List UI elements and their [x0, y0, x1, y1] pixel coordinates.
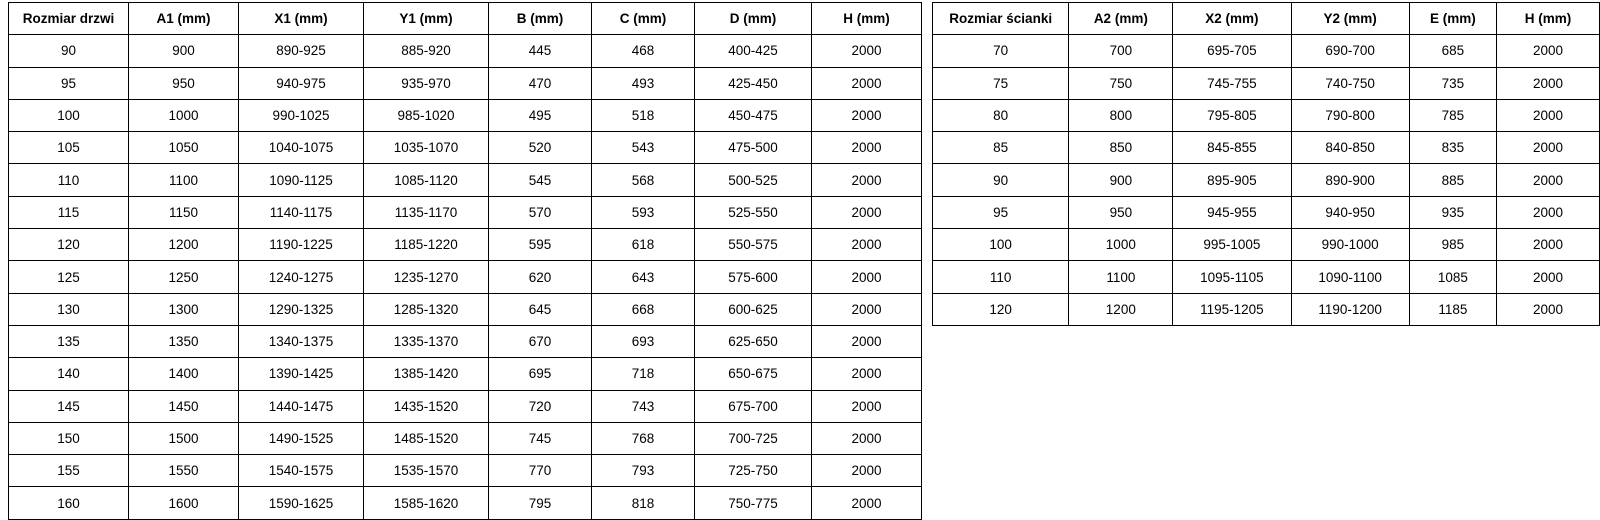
table-cell: 2000: [812, 132, 922, 164]
table-cell: 650-675: [695, 358, 812, 390]
table-row: [933, 164, 1600, 196]
table-cell: 1185: [1409, 293, 1496, 325]
doors-column-header: A1 (mm): [129, 3, 239, 35]
table-row: [9, 358, 922, 390]
table-cell: 2000: [812, 455, 922, 487]
doors-dimensions-table-container: [8, 2, 922, 520]
table-cell: 2000: [1496, 132, 1599, 164]
table-cell: 90: [9, 35, 129, 67]
table-cell: 1400: [129, 358, 239, 390]
table-cell: 95: [9, 67, 129, 99]
table-row: [933, 196, 1600, 228]
doors-column-header: X1 (mm): [239, 3, 364, 35]
table-cell: 945-955: [1173, 196, 1291, 228]
table-cell: 1490-1525: [239, 422, 364, 454]
table-cell: 450-475: [695, 99, 812, 131]
table-cell: 935-970: [364, 67, 489, 99]
table-cell: 525-550: [695, 196, 812, 228]
table-cell: 685: [1409, 35, 1496, 67]
table-cell: 790-800: [1291, 99, 1409, 131]
table-cell: 1290-1325: [239, 293, 364, 325]
table-cell: 475-500: [695, 132, 812, 164]
doors-column-header: D (mm): [695, 3, 812, 35]
table-cell: 900: [129, 35, 239, 67]
table-cell: 695-705: [1173, 35, 1291, 67]
table-cell: 1285-1320: [364, 293, 489, 325]
table-cell: 1590-1625: [239, 487, 364, 519]
table-cell: 2000: [812, 487, 922, 519]
table-cell: 570: [489, 196, 592, 228]
table-cell: 2000: [812, 293, 922, 325]
table-cell: 890-900: [1291, 164, 1409, 196]
table-cell: 750: [1069, 67, 1173, 99]
table-row: [933, 35, 1600, 67]
table-cell: 1300: [129, 293, 239, 325]
table-cell: 985-1020: [364, 99, 489, 131]
table-cell: 618: [592, 229, 695, 261]
table-cell: 2000: [812, 422, 922, 454]
table-cell: 940-950: [1291, 196, 1409, 228]
table-cell: 2000: [812, 164, 922, 196]
table-cell: 150: [9, 422, 129, 454]
doors-column-header: Rozmiar drzwi: [9, 3, 129, 35]
table-cell: 495: [489, 99, 592, 131]
table-row: [9, 325, 922, 357]
table-cell: 1435-1520: [364, 390, 489, 422]
table-cell: 1000: [1069, 229, 1173, 261]
table-cell: 700-725: [695, 422, 812, 454]
table-cell: 700: [1069, 35, 1173, 67]
table-cell: 543: [592, 132, 695, 164]
walls-column-header: X2 (mm): [1173, 3, 1291, 35]
table-cell: 1390-1425: [239, 358, 364, 390]
table-row: [9, 99, 922, 131]
table-cell: 1385-1420: [364, 358, 489, 390]
table-cell: 2000: [1496, 196, 1599, 228]
table-row: [9, 196, 922, 228]
table-cell: 725-750: [695, 455, 812, 487]
table-cell: 2000: [812, 229, 922, 261]
table-cell: 900: [1069, 164, 1173, 196]
table-cell: 493: [592, 67, 695, 99]
table-cell: 1090-1125: [239, 164, 364, 196]
table-cell: 1485-1520: [364, 422, 489, 454]
table-cell: 100: [9, 99, 129, 131]
table-cell: 1140-1175: [239, 196, 364, 228]
table-cell: 1600: [129, 487, 239, 519]
table-cell: 850: [1069, 132, 1173, 164]
table-cell: 668: [592, 293, 695, 325]
table-row: [933, 132, 1600, 164]
table-cell: 468: [592, 35, 695, 67]
walls-column-header: H (mm): [1496, 3, 1599, 35]
table-cell: 470: [489, 67, 592, 99]
table-cell: 770: [489, 455, 592, 487]
table-row: [9, 67, 922, 99]
walls-table-header: [933, 3, 1600, 35]
table-cell: 2000: [812, 358, 922, 390]
table-cell: 125: [9, 261, 129, 293]
table-cell: 2000: [812, 99, 922, 131]
table-row: [933, 67, 1600, 99]
table-cell: 575-600: [695, 261, 812, 293]
table-cell: 695: [489, 358, 592, 390]
table-cell: 1085: [1409, 261, 1496, 293]
table-cell: 1535-1570: [364, 455, 489, 487]
table-cell: 1335-1370: [364, 325, 489, 357]
table-cell: 2000: [1496, 164, 1599, 196]
table-cell: 160: [9, 487, 129, 519]
table-cell: 500-525: [695, 164, 812, 196]
table-cell: 2000: [1496, 229, 1599, 261]
table-cell: 520: [489, 132, 592, 164]
table-cell: 135: [9, 325, 129, 357]
table-cell: 600-625: [695, 293, 812, 325]
table-cell: 425-450: [695, 67, 812, 99]
table-cell: 130: [9, 293, 129, 325]
table-cell: 693: [592, 325, 695, 357]
table-cell: 1200: [1069, 293, 1173, 325]
table-cell: 70: [933, 35, 1069, 67]
table-cell: 140: [9, 358, 129, 390]
table-cell: 2000: [812, 196, 922, 228]
table-cell: 720: [489, 390, 592, 422]
table-row: [933, 293, 1600, 325]
table-row: [9, 390, 922, 422]
walls-dimensions-table: [932, 2, 1600, 326]
doors-column-header: B (mm): [489, 3, 592, 35]
table-cell: 645: [489, 293, 592, 325]
table-header-row: [9, 3, 922, 35]
table-cell: 85: [933, 132, 1069, 164]
table-cell: 545: [489, 164, 592, 196]
doors-column-header: C (mm): [592, 3, 695, 35]
table-cell: 835: [1409, 132, 1496, 164]
doors-column-header: H (mm): [812, 3, 922, 35]
table-cell: 785: [1409, 99, 1496, 131]
table-cell: 1190-1200: [1291, 293, 1409, 325]
table-cell: 1240-1275: [239, 261, 364, 293]
walls-column-header: Y2 (mm): [1291, 3, 1409, 35]
table-cell: 400-425: [695, 35, 812, 67]
table-cell: 445: [489, 35, 592, 67]
table-cell: 120: [933, 293, 1069, 325]
table-cell: 595: [489, 229, 592, 261]
table-cell: 1450: [129, 390, 239, 422]
table-cell: 620: [489, 261, 592, 293]
table-cell: 1135-1170: [364, 196, 489, 228]
table-cell: 110: [933, 261, 1069, 293]
table-row: [9, 422, 922, 454]
table-cell: 795: [489, 487, 592, 519]
table-cell: 718: [592, 358, 695, 390]
table-cell: 743: [592, 390, 695, 422]
table-cell: 793: [592, 455, 695, 487]
table-cell: 935: [1409, 196, 1496, 228]
table-cell: 940-975: [239, 67, 364, 99]
table-row: [9, 487, 922, 519]
doors-table-body: [9, 35, 922, 519]
table-cell: 110: [9, 164, 129, 196]
table-cell: 750-775: [695, 487, 812, 519]
table-cell: 985: [1409, 229, 1496, 261]
table-cell: 105: [9, 132, 129, 164]
table-cell: 2000: [1496, 261, 1599, 293]
walls-column-header: Rozmiar ścianki: [933, 3, 1069, 35]
table-cell: 745-755: [1173, 67, 1291, 99]
table-cell: 735: [1409, 67, 1496, 99]
walls-column-header: E (mm): [1409, 3, 1496, 35]
table-cell: 745: [489, 422, 592, 454]
table-cell: 1090-1100: [1291, 261, 1409, 293]
table-cell: 115: [9, 196, 129, 228]
table-cell: 518: [592, 99, 695, 131]
table-row: [9, 293, 922, 325]
table-cell: 550-575: [695, 229, 812, 261]
table-cell: 1000: [129, 99, 239, 131]
table-cell: 690-700: [1291, 35, 1409, 67]
table-cell: 2000: [1496, 293, 1599, 325]
doors-dimensions-table: [8, 2, 922, 520]
table-cell: 75: [933, 67, 1069, 99]
table-row: [9, 35, 922, 67]
table-cell: 845-855: [1173, 132, 1291, 164]
table-cell: 768: [592, 422, 695, 454]
table-cell: 2000: [812, 261, 922, 293]
walls-table-body: [933, 35, 1600, 326]
table-cell: 1200: [129, 229, 239, 261]
table-cell: 90: [933, 164, 1069, 196]
table-cell: 1340-1375: [239, 325, 364, 357]
table-cell: 1035-1070: [364, 132, 489, 164]
table-row: [933, 229, 1600, 261]
table-row: [9, 229, 922, 261]
table-cell: 145: [9, 390, 129, 422]
table-cell: 1185-1220: [364, 229, 489, 261]
table-cell: 643: [592, 261, 695, 293]
table-cell: 800: [1069, 99, 1173, 131]
walls-dimensions-table-container: [932, 2, 1600, 326]
table-cell: 1100: [1069, 261, 1173, 293]
table-row: [9, 164, 922, 196]
table-cell: 670: [489, 325, 592, 357]
table-cell: 1440-1475: [239, 390, 364, 422]
table-cell: 950: [1069, 196, 1173, 228]
table-cell: 1050: [129, 132, 239, 164]
table-cell: 1085-1120: [364, 164, 489, 196]
table-cell: 625-650: [695, 325, 812, 357]
table-cell: 95: [933, 196, 1069, 228]
table-row: [9, 132, 922, 164]
table-cell: 840-850: [1291, 132, 1409, 164]
table-cell: 740-750: [1291, 67, 1409, 99]
table-cell: 80: [933, 99, 1069, 131]
table-cell: 2000: [1496, 35, 1599, 67]
table-cell: 675-700: [695, 390, 812, 422]
table-cell: 1550: [129, 455, 239, 487]
table-cell: 155: [9, 455, 129, 487]
table-cell: 2000: [812, 325, 922, 357]
table-cell: 2000: [812, 35, 922, 67]
table-cell: 593: [592, 196, 695, 228]
table-cell: 885-920: [364, 35, 489, 67]
table-cell: 1190-1225: [239, 229, 364, 261]
table-cell: 2000: [812, 390, 922, 422]
doors-column-header: Y1 (mm): [364, 3, 489, 35]
table-row: [9, 261, 922, 293]
table-row: [9, 455, 922, 487]
table-cell: 895-905: [1173, 164, 1291, 196]
table-cell: 1250: [129, 261, 239, 293]
table-cell: 2000: [812, 67, 922, 99]
table-cell: 1195-1205: [1173, 293, 1291, 325]
doors-table-header: [9, 3, 922, 35]
table-cell: 990-1025: [239, 99, 364, 131]
table-cell: 890-925: [239, 35, 364, 67]
table-cell: 1095-1105: [1173, 261, 1291, 293]
table-cell: 2000: [1496, 67, 1599, 99]
table-cell: 1500: [129, 422, 239, 454]
table-cell: 1235-1270: [364, 261, 489, 293]
table-cell: 995-1005: [1173, 229, 1291, 261]
table-cell: 818: [592, 487, 695, 519]
walls-column-header: A2 (mm): [1069, 3, 1173, 35]
table-cell: 990-1000: [1291, 229, 1409, 261]
table-cell: 568: [592, 164, 695, 196]
table-cell: 795-805: [1173, 99, 1291, 131]
table-cell: 1040-1075: [239, 132, 364, 164]
table-cell: 1540-1575: [239, 455, 364, 487]
table-cell: 1585-1620: [364, 487, 489, 519]
table-cell: 885: [1409, 164, 1496, 196]
table-row: [933, 99, 1600, 131]
table-cell: 950: [129, 67, 239, 99]
table-cell: 1350: [129, 325, 239, 357]
table-cell: 2000: [1496, 99, 1599, 131]
table-header-row: [933, 3, 1600, 35]
table-cell: 120: [9, 229, 129, 261]
table-cell: 100: [933, 229, 1069, 261]
table-cell: 1150: [129, 196, 239, 228]
table-cell: 1100: [129, 164, 239, 196]
table-row: [933, 261, 1600, 293]
